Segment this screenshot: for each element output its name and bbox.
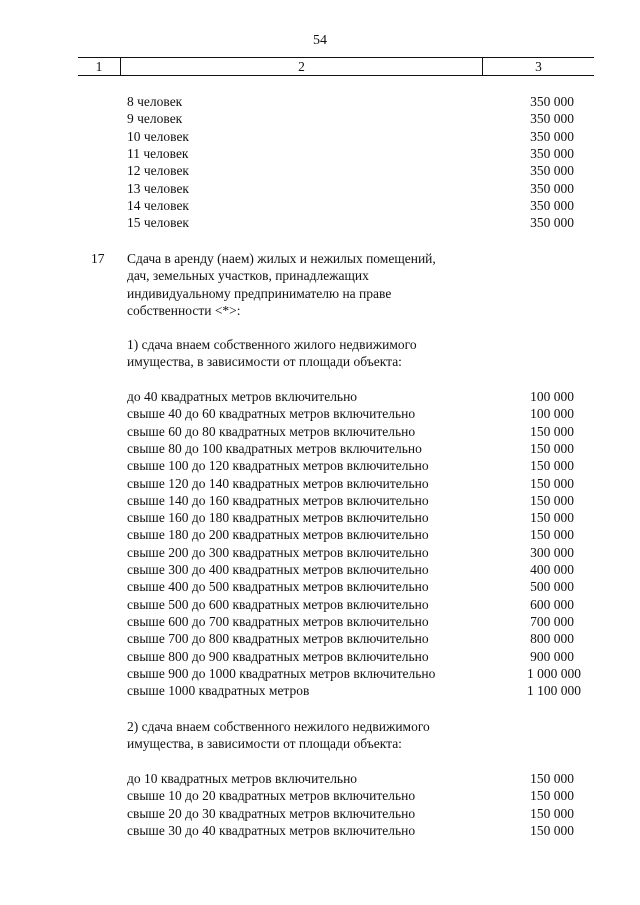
subsection-heading-line: 2) сдача внаем собственного нежилого недвижимого <box>127 719 430 734</box>
subsection-heading-line: имущества, в зависимости от площади объекта: <box>127 354 402 370</box>
residential-value: 150 000 <box>530 475 574 491</box>
residential-value: 150 000 <box>530 510 574 526</box>
item-title <box>127 250 487 319</box>
residential-value: 150 000 <box>530 423 574 439</box>
persons-value: 350 000 <box>530 215 574 231</box>
residential-label: свыше 400 до 500 квадратных метров включительно <box>127 579 429 595</box>
header-col-2: 2 <box>120 58 483 75</box>
persons-label: 11 человек <box>127 145 189 161</box>
nonresidential-value: 150 000 <box>530 805 574 821</box>
residential-label: свыше 160 до 180 квадратных метров включительно <box>127 510 429 526</box>
nonresidential-value: 150 000 <box>530 771 574 786</box>
residential-value: 500 000 <box>530 579 574 595</box>
residential-label: свыше 100 до 120 квадратных метров включительно <box>127 458 429 474</box>
residential-label: свыше 200 до 300 квадратных метров включительно <box>127 544 429 560</box>
header-col-3: 3 <box>535 59 542 74</box>
persons-label: 9 человек <box>127 111 183 127</box>
nonresidential-value: 150 000 <box>530 822 574 838</box>
persons-value: 350 000 <box>530 163 574 179</box>
residential-label: свыше 120 до 140 квадратных метров включительно <box>127 475 429 491</box>
residential-label: свыше 600 до 700 квадратных метров включительно <box>127 613 429 629</box>
table-header <box>78 57 594 76</box>
residential-label: свыше 180 до 200 квадратных метров включительно <box>127 527 429 543</box>
persons-value: 350 000 <box>530 111 574 127</box>
residential-value: 400 000 <box>530 562 574 577</box>
persons-label: 10 человек <box>127 128 189 144</box>
persons-value: 350 000 <box>530 180 574 196</box>
item-title-line: Сдача в аренду (наем) жилых и нежилых помещений, <box>127 251 436 266</box>
persons-label: 14 человек <box>127 197 189 213</box>
item-title-line: индивидуальному предпринимателю на праве <box>127 285 392 301</box>
residential-label: свыше 140 до 160 квадратных метров включительно <box>127 492 429 508</box>
subsection-nonresidential-heading <box>127 718 487 753</box>
residential-label: свыше 800 до 900 квадратных метров включительно <box>127 648 429 664</box>
residential-value: 300 000 <box>530 544 574 560</box>
page-number: 54 <box>313 33 327 48</box>
residential-value: 150 000 <box>530 527 574 543</box>
residential-value: 900 000 <box>530 648 574 664</box>
residential-value: 100 000 <box>530 389 574 404</box>
residential-value: 700 000 <box>530 613 574 629</box>
residential-value: 1 100 000 <box>527 683 581 699</box>
residential-label: свыше 500 до 600 квадратных метров включительно <box>127 596 429 612</box>
residential-label: свыше 300 до 400 квадратных метров включительно <box>127 562 429 577</box>
nonresidential-label: свыше 20 до 30 квадратных метров включительно <box>127 805 416 821</box>
header-col-1: 1 <box>95 59 103 74</box>
persons-value: 350 000 <box>530 145 574 161</box>
residential-value: 600 000 <box>530 596 574 612</box>
residential-label: свыше 80 до 100 квадратных метров включительно <box>127 440 422 456</box>
subsection-heading-line: имущества, в зависимости от площади объекта: <box>127 736 402 752</box>
persons-value: 350 000 <box>530 197 574 213</box>
residential-value: 1 000 000 <box>527 665 581 681</box>
residential-value: 100 000 <box>530 406 574 422</box>
persons-value: 350 000 <box>530 94 574 109</box>
residential-label: свыше 700 до 800 квадратных метров включительно <box>127 631 429 647</box>
persons-label: 15 человек <box>127 215 189 231</box>
item-title-line: дач, земельных участков, принадлежащих <box>127 268 369 284</box>
residential-value: 150 000 <box>530 440 574 456</box>
residential-value: 800 000 <box>530 631 574 647</box>
residential-value: 150 000 <box>530 458 574 474</box>
nonresidential-value: 150 000 <box>530 788 574 804</box>
nonresidential-label: свыше 10 до 20 квадратных метров включительно <box>127 788 416 804</box>
residential-label: до 40 квадратных метров включительно <box>127 389 358 404</box>
persons-label: 12 человек <box>127 163 189 179</box>
residential-label: свыше 900 до 1000 квадратных метров включительно <box>127 665 436 681</box>
persons-value: 350 000 <box>530 128 574 144</box>
subsection-residential-heading <box>127 336 487 371</box>
persons-label: 13 человек <box>127 180 189 196</box>
item-title-line: собственности <*>: <box>127 302 241 318</box>
persons-label: 8 человек <box>127 94 183 109</box>
nonresidential-label: свыше 30 до 40 квадратных метров включительно <box>127 822 416 838</box>
residential-label: свыше 60 до 80 квадратных метров включительно <box>127 423 416 439</box>
item-number: 17 <box>91 251 105 266</box>
residential-label: свыше 1000 квадратных метров <box>127 683 310 699</box>
residential-label: свыше 40 до 60 квадратных метров включительно <box>127 406 416 422</box>
residential-value: 150 000 <box>530 492 574 508</box>
subsection-heading-line: 1) сдача внаем собственного жилого недвижимого <box>127 337 417 352</box>
nonresidential-label: до 10 квадратных метров включительно <box>127 771 358 786</box>
